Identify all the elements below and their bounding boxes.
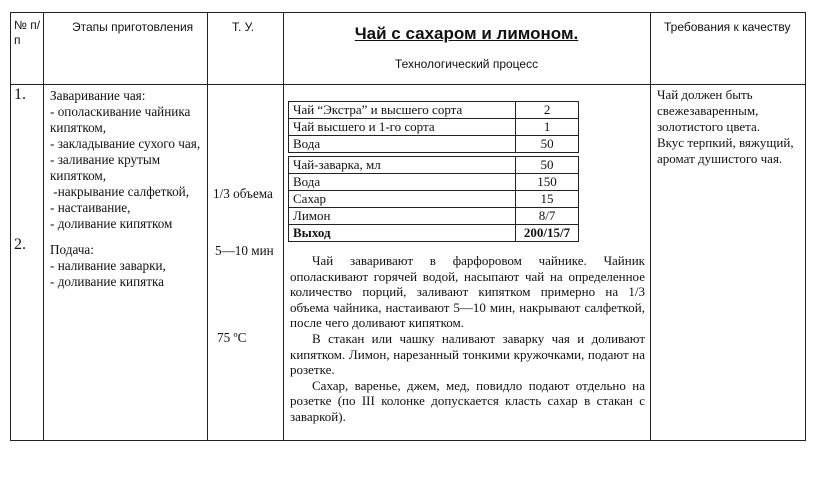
- header-quality: Требования к качеству: [664, 20, 791, 34]
- yield-value: 200/15/7: [516, 225, 579, 242]
- quality-line: свежезаваренным,: [657, 103, 759, 118]
- stage-item: - закладывание сухого чая,: [50, 136, 201, 151]
- stage-brewing-title: Заваривание чая:: [50, 88, 146, 103]
- ingredient-value: 1: [516, 119, 579, 136]
- ingredient-name: Вода: [289, 174, 516, 191]
- description-paragraph: В стакан или чашку наливают заварку чая и доливают кипятком. Лимон, нарезанный тонкими кружочками, подают на розетке.: [290, 330, 645, 378]
- header-tu: Т. У.: [232, 20, 255, 34]
- table-border-right: [805, 12, 806, 441]
- ingredient-value: 50: [516, 136, 579, 153]
- quality-line: золотистого цвета.: [657, 119, 761, 134]
- table-row: [289, 191, 579, 208]
- table-border-top: [10, 12, 806, 13]
- table-row: [289, 208, 579, 225]
- ingredient-name: Чай-заварка, мл: [289, 157, 516, 174]
- header-number: № п/п: [14, 18, 41, 47]
- table-border-bottom: [10, 440, 806, 441]
- page-subtitle: Технологический процесс: [394, 57, 539, 71]
- table-row: [289, 136, 579, 153]
- yield-label: Выход: [289, 225, 516, 242]
- quality-line: аромат душистого чая.: [657, 151, 783, 166]
- stage-item: кипятком,: [50, 168, 107, 183]
- ingredient-name: Чай высшего и 1-го сорта: [289, 119, 516, 136]
- stage-item: -накрывание салфеткой,: [50, 184, 190, 199]
- description-paragraph: Сахар, варенье, джем, мед, повидло подают отдельно на розетке (по III колонке допускается класть сахар в стакан с заваркой).: [290, 377, 645, 424]
- ingredient-value: 8/7: [516, 208, 579, 225]
- column-divider: [283, 12, 284, 441]
- column-divider: [650, 12, 651, 441]
- row-number-2: 2.: [14, 236, 26, 253]
- description-paragraph: Чай заваривают в фарфоровом чайнике. Чайник ополаскивают горячей водой, насыпают чай на определенное количество порций, заливают кипятком примерно на 1/3 объема чайника, настаивают 5—10 мин, накрывают салфеткой, после чего доливают кипятком.: [290, 253, 645, 331]
- tu-temperature: 75 ºС: [217, 330, 247, 345]
- ingredients-table-1: [288, 101, 579, 153]
- column-divider: [43, 12, 44, 441]
- stage-item: - наливание заварки,: [50, 258, 166, 273]
- quality-line: Вкус терпкий, вяжущий,: [657, 135, 794, 150]
- header-stages: Этапы приготовления: [72, 20, 194, 34]
- ingredient-name: Лимон: [289, 208, 516, 225]
- stage-item: - доливание кипятка: [50, 274, 165, 289]
- quality-requirements: [657, 87, 802, 167]
- table-row: [289, 157, 579, 174]
- table-row: [289, 119, 579, 136]
- stage-item: кипятком,: [50, 120, 107, 135]
- row-number-1: 1.: [14, 86, 26, 103]
- ingredient-name: Сахар: [289, 191, 516, 208]
- ingredients-table-2: [288, 156, 579, 242]
- stage-item: - доливание кипятком: [50, 216, 173, 231]
- tu-volume: 1/3 объема: [213, 186, 273, 201]
- table-row: [289, 225, 579, 242]
- tu-time: 5—10 мин: [215, 243, 274, 258]
- page-title: Чай с сахаром и лимоном.: [354, 24, 579, 43]
- ingredient-name: Чай “Экстра” и высшего сорта: [289, 102, 516, 119]
- ingredient-value: 15: [516, 191, 579, 208]
- column-divider: [207, 12, 208, 441]
- stage-item: - настаивание,: [50, 200, 131, 215]
- stage-serving-title: Подача:: [50, 242, 94, 257]
- stage-item: - ополаскивание чайника: [50, 104, 191, 119]
- stage-item: - заливание крутым: [50, 152, 161, 167]
- ingredient-value: 150: [516, 174, 579, 191]
- ingredient-name: Вода: [289, 136, 516, 153]
- stages-list: [50, 88, 206, 290]
- table-header-divider: [10, 84, 806, 85]
- quality-line: Чай должен быть: [657, 87, 753, 102]
- table-border-left: [10, 12, 11, 441]
- table-row: [289, 174, 579, 191]
- table-row: [289, 102, 579, 119]
- ingredient-value: 50: [516, 157, 579, 174]
- ingredient-value: 2: [516, 102, 579, 119]
- process-description: [290, 253, 645, 425]
